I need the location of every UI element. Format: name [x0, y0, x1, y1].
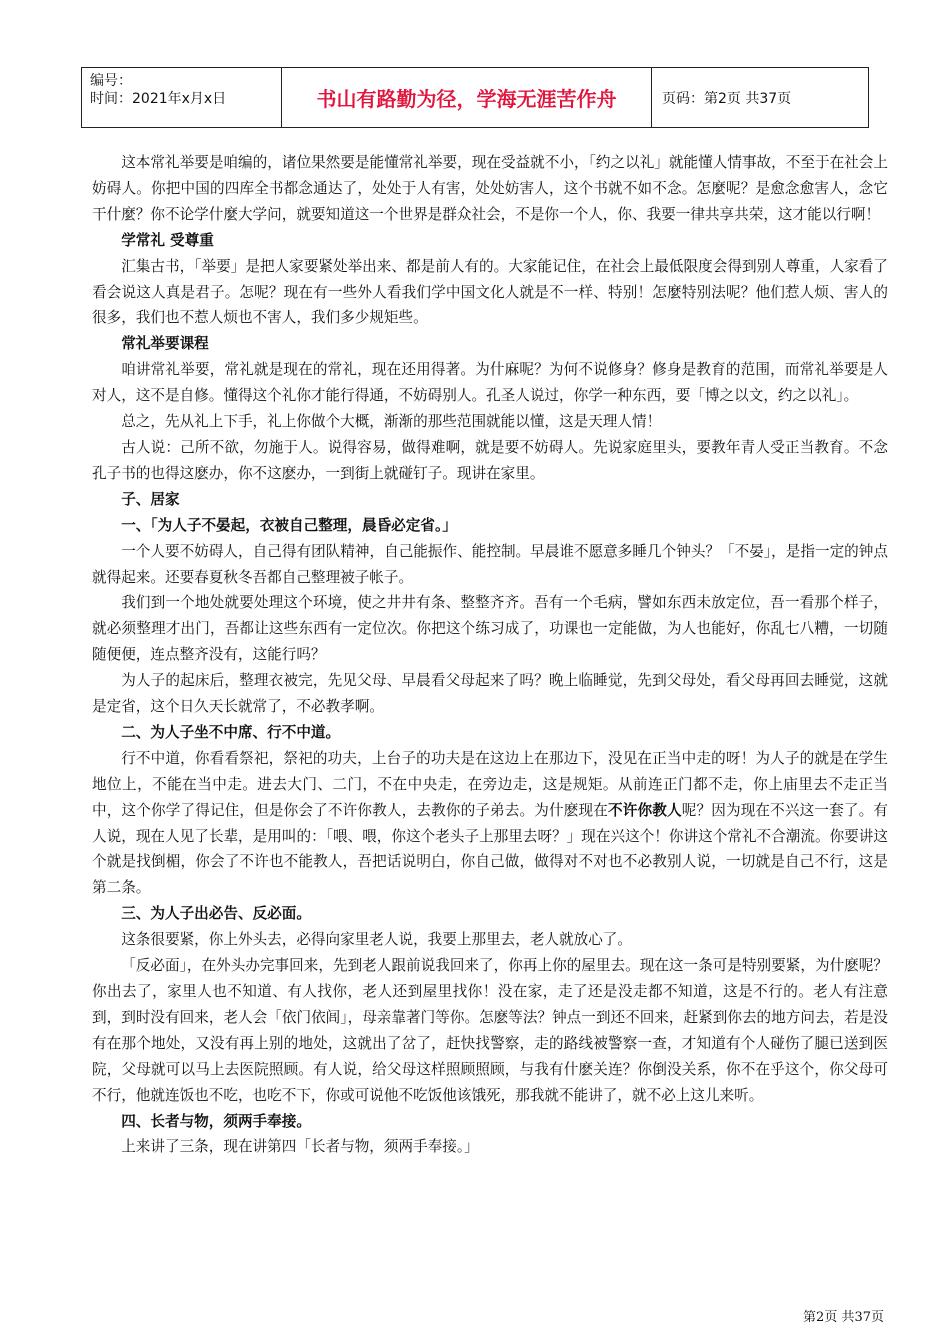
paragraph: 古人说：己所不欲，勿施于人。说得容易，做得难啊，就是要不妨碍人。先说家庭里头，要教年青人受正当教育。不念孔子书的也得这麽办，你不这麽办，一到街上就碰钉子。现讲在家里。 [92, 438, 888, 482]
section-heading: 学常礼 受尊重 [121, 231, 214, 249]
section-heading: 常礼举要课程 [121, 335, 209, 353]
number-label: 编号： [90, 73, 132, 89]
paragraph: 为人子的起床后，整理衣被完，先见父母、早晨看父母起来了吗？晚上临睡觉，先到父母处，看父母再回去睡觉，这就是定省，这个日久天长就常了，不必教孝啊。 [92, 672, 888, 716]
page-header [81, 67, 869, 128]
page-footer: 第2页 共37页 [803, 1310, 884, 1325]
header-page-info: 页码：第2页 共37页 [662, 90, 792, 107]
bold-phrase: 不许你教人 [608, 801, 682, 819]
paragraph: 总之，先从礼上下手，礼上你做个大概，渐渐的那些范围就能以懂，这是天理人情！ [121, 413, 662, 431]
paragraph: 上来讲了三条，现在讲第四「长者与物，须两手奉接。」 [121, 1138, 479, 1156]
paragraph-text: 行不中道，你看看祭祀，祭祀的功夫，上台子的功夫是在这边上在那边下，没见在正当中走的呀！为人子的就是在学生地位上，不能在当中走。进去大门、二门，不在中央走，在旁边走，这是规矩。从前连正门都不走，你上庙里去不走正当中，这个你学了得记住，但是你会了不许你教人，去教你的子弟去。为什麽现在 [92, 749, 888, 819]
paragraph: 我们到一个地处就要处理这个环境，使之井井有条、整整齐齐。吾有一个毛病，譬如东西未放定位，吾一看那个样子，就必须整理才出门，吾都让这些东西有一定位次。你把这个练习成了，功课也一定能做，为人也能好，你乱七八糟，一切随随便便，连点整齐没有，这能行吗？ [92, 594, 888, 664]
paragraph-text-after: 呢？因为现在不兴这一套了。有人说，现在人见了长辈，是用叫的：「喂、喂，你这个老头子上那里去呀？」现在兴这个！你讲这个常礼不合潮流。你要讲这个就是找倒楣，你会了不许也不能教人，吾把话说明白，你自己做，做得对不对也不必教别人说，一切就是自己不行，这是第二条。 [92, 801, 888, 897]
paragraph: 这条很要紧，你上外头去，必得向家里老人说，我要上那里去，老人就放心了。 [121, 931, 632, 949]
paragraph: 一个人要不妨碍人，自己得有团队精神，自己能振作、能控制。早晨谁不愿意多睡几个钟头？「不晏」，是指一定的钟点就得起来。还要春夏秋冬吾都自己整理被子帐子。 [92, 542, 888, 586]
paragraph: 咱讲常礼举要，常礼就是现在的常礼，现在还用得著。为什麻呢？为何不说修身？修身是教育的范围，而常礼举要是人对人，这不是自修。懂得这个礼你才能行得通，不妨碍别人。孔圣人说过，你学一种东西，要「博之以文，约之以礼」。 [92, 361, 888, 405]
paragraph: 「反必面」，在外头办完事回来，先到老人跟前说我回来了，你再上你的屋里去。现在这一条可是特别要紧，为什麽呢？你出去了，家里人也不知道、有人找你，老人还到屋里找你！没在家，走了还是没走都不知道，这是不行的。老人有注意到，到时没有回来，老人会「依门依闾」，母亲靠著门等你。怎麽等法？钟点一到还不回来，赶紧到你去的地方问去，若是没有在那个地处，又没有再上别的地处，这就出了岔了，赶快找警察，走的路线被警察一查，才知道有个人碰伤了腿已送到医院，父母就可以马上去医院照顾。有人说，给父母这样照顾照顾，与我有什麽关连？你倒没关系，你不在乎这个，你父母可不行，他就连饭也不吃，也吃不下，你或可说他不吃饭他该饿死，那我就不能讲了，就不必上这儿来听。 [92, 957, 888, 1104]
paragraph: 这本常礼举要是咱编的，诸位果然要是能懂常礼举要，现在受益就不小，「约之以礼」就能懂人情事故，不至于在社会上妨碍人。你把中国的四库全书都念通达了，处处于人有害，处处妨害人，这个书就不如不念。怎麼呢？是愈念愈害人，念它干什麼？你不论学什麼大学问，就要知道这一个世界是群众社会，不是你一个人，你、我要一律共享共荣，这才能以行啊！ [92, 154, 888, 223]
date-label: 时间：2021年x月x日 [90, 91, 227, 107]
section-heading: 一、「为人子不晏起，衣被自己整理，晨昏必定省。」 [121, 516, 457, 534]
section-heading: 三、为人子出必告、反必面。 [121, 905, 311, 923]
document-body [92, 150, 888, 1160]
section-heading: 四、长者与物，须两手奉接。 [121, 1112, 311, 1130]
section-heading: 子、居家 [121, 490, 180, 508]
header-motto: 书山有路勤为径，学海无涯苦作舟 [282, 68, 652, 127]
section-heading: 二、为人子坐不中席、行不中道。 [121, 723, 341, 741]
paragraph: 汇集古书，「举要」是把人家要紧处举出来、都是前人有的。大家能记住，在社会上最低限度会得到别人尊重，人家看了看会说这人真是君子。怎呢？现在有一些外人看我们学中国文化人就是不一样、特别！怎麼特别法呢？他们惹人烦、害人的很多，我们也不惹人烦也不害人，我们多少规矩些。 [92, 257, 888, 327]
paragraph [92, 746, 888, 901]
header-meta [82, 68, 282, 127]
